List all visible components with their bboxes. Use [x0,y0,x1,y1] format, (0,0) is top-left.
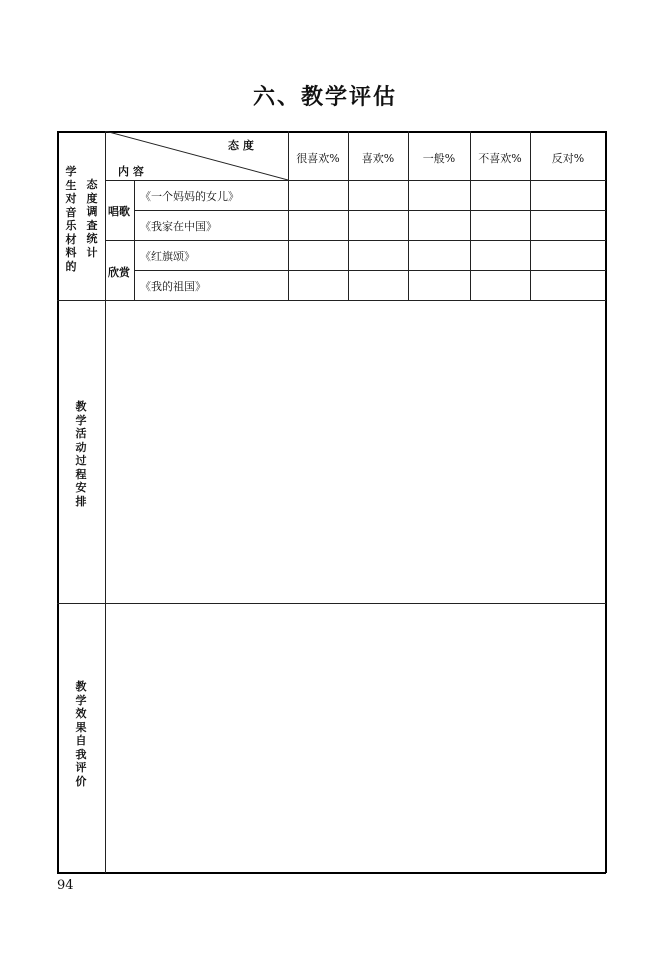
grid-line [134,210,606,211]
survey-label-a: 学生对音乐材料的 [65,165,77,273]
column-header: 一般% [422,152,456,165]
column-header: 反对% [551,152,585,165]
song-item: 《一个妈妈的女儿》 [140,190,239,203]
activity-label: 教学活动过程安排 [75,400,87,508]
column-header: 喜欢% [361,152,395,165]
song-item: 《我的祖国》 [140,280,206,293]
page-title: 六、教学评估 [252,85,397,110]
survey-label-b: 态度调查统计 [86,178,98,259]
header-content: 内 容 [118,165,144,178]
song-item: 《红旗颂》 [140,250,195,263]
label-column-divider [105,131,106,873]
column-header: 很喜欢% [296,152,340,165]
section-divider [57,603,606,604]
song-item: 《我家在中国》 [140,220,217,233]
evaluation-label: 教学效果自我评价 [75,680,87,788]
column-header: 不喜欢% [478,152,522,165]
grid-line [134,270,606,271]
group-label-appreciation: 欣赏 [108,266,130,279]
page-number: 94 [57,878,74,893]
group-label-singing: 唱歌 [108,205,130,218]
grid-line [134,180,135,300]
table-border-right [605,131,607,873]
table-border-left [57,131,59,873]
header-attitude: 态 度 [228,139,254,152]
section-divider [57,300,606,301]
table-border-bottom [57,872,606,874]
